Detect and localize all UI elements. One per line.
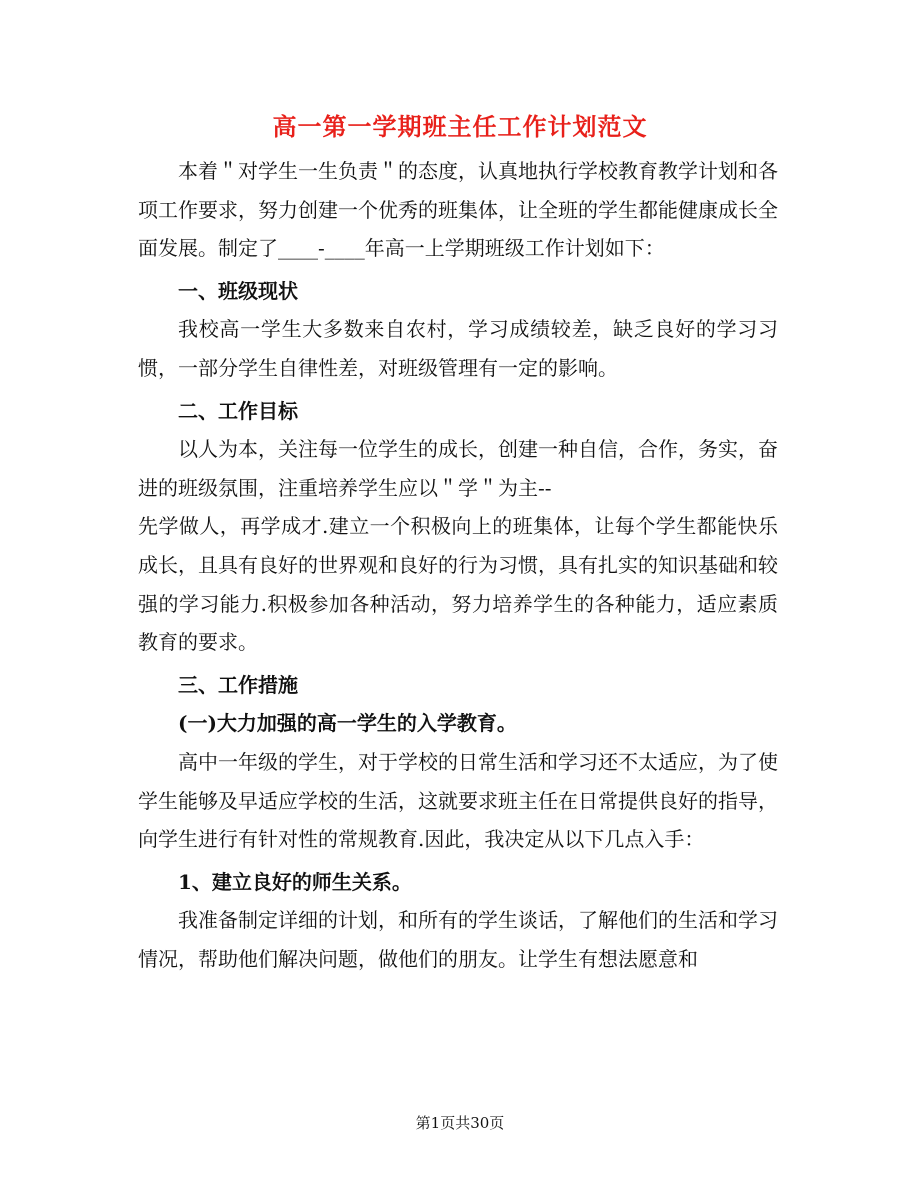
document-body — [138, 152, 778, 978]
point-relationship-paragraph: 我准备制定详细的计划，和所有的学生谈话，了解他们的生活和学习情况，帮助他们解决问题，做他们的朋友。让学生有想法愿意和 — [138, 908, 778, 971]
section-status-paragraph: 我校高一学生大多数来自农村，学习成绩较差，缺乏良好的学习习惯，一部分学生自律性差，对班级管理有一定的影响。 — [138, 317, 778, 380]
section-heading-status: 一、班级现状 — [178, 278, 298, 303]
page-number: 第1页共30页 — [415, 1114, 505, 1132]
section-heading-measures: 三、工作措施 — [178, 672, 298, 697]
document-title: 高一第一学期班主任工作计划范文 — [272, 112, 648, 141]
intro-paragraph: 本着＂对学生一生负责＂的态度，认真地执行学校教育教学计划和各项工作要求，努力创建一个优秀的班集体，让全班的学生都能健康成长全面发展。制定了____-____年高一上学期班级工作计划如下： — [138, 159, 778, 261]
section-heading-goals: 二、工作目标 — [178, 398, 298, 423]
subsection-heading-entry-education: (一)大力加强的高一学生的入学教育。 — [178, 711, 517, 736]
section-goals-paragraph-a: 以人为本，关注每一位学生的成长，创建一种自信，合作，务实，奋进的班级氛围，注重培养学生应以＂学＂为主-- — [138, 437, 778, 500]
section-goals-paragraph-b: 先学做人，再学成才.建立一个积极向上的班集体，让每个学生都能快乐成长，且具有良好的世界观和良好的行为习惯，具有扎实的知识基础和较强的学习能力.积极参加各种活动，努力培养学生的各种能力，适应素质教育的要求。 — [138, 514, 778, 655]
subsection-entry-education-paragraph: 高中一年级的学生，对于学校的日常生活和学习还不太适应，为了使学生能够及早适应学校的生活，这就要求班主任在日常提供良好的指导，向学生进行有针对性的常规教育.因此，我决定从以下几点入手： — [138, 749, 778, 852]
point-heading-relationship: 1、建立良好的师生关系。 — [178, 869, 412, 894]
